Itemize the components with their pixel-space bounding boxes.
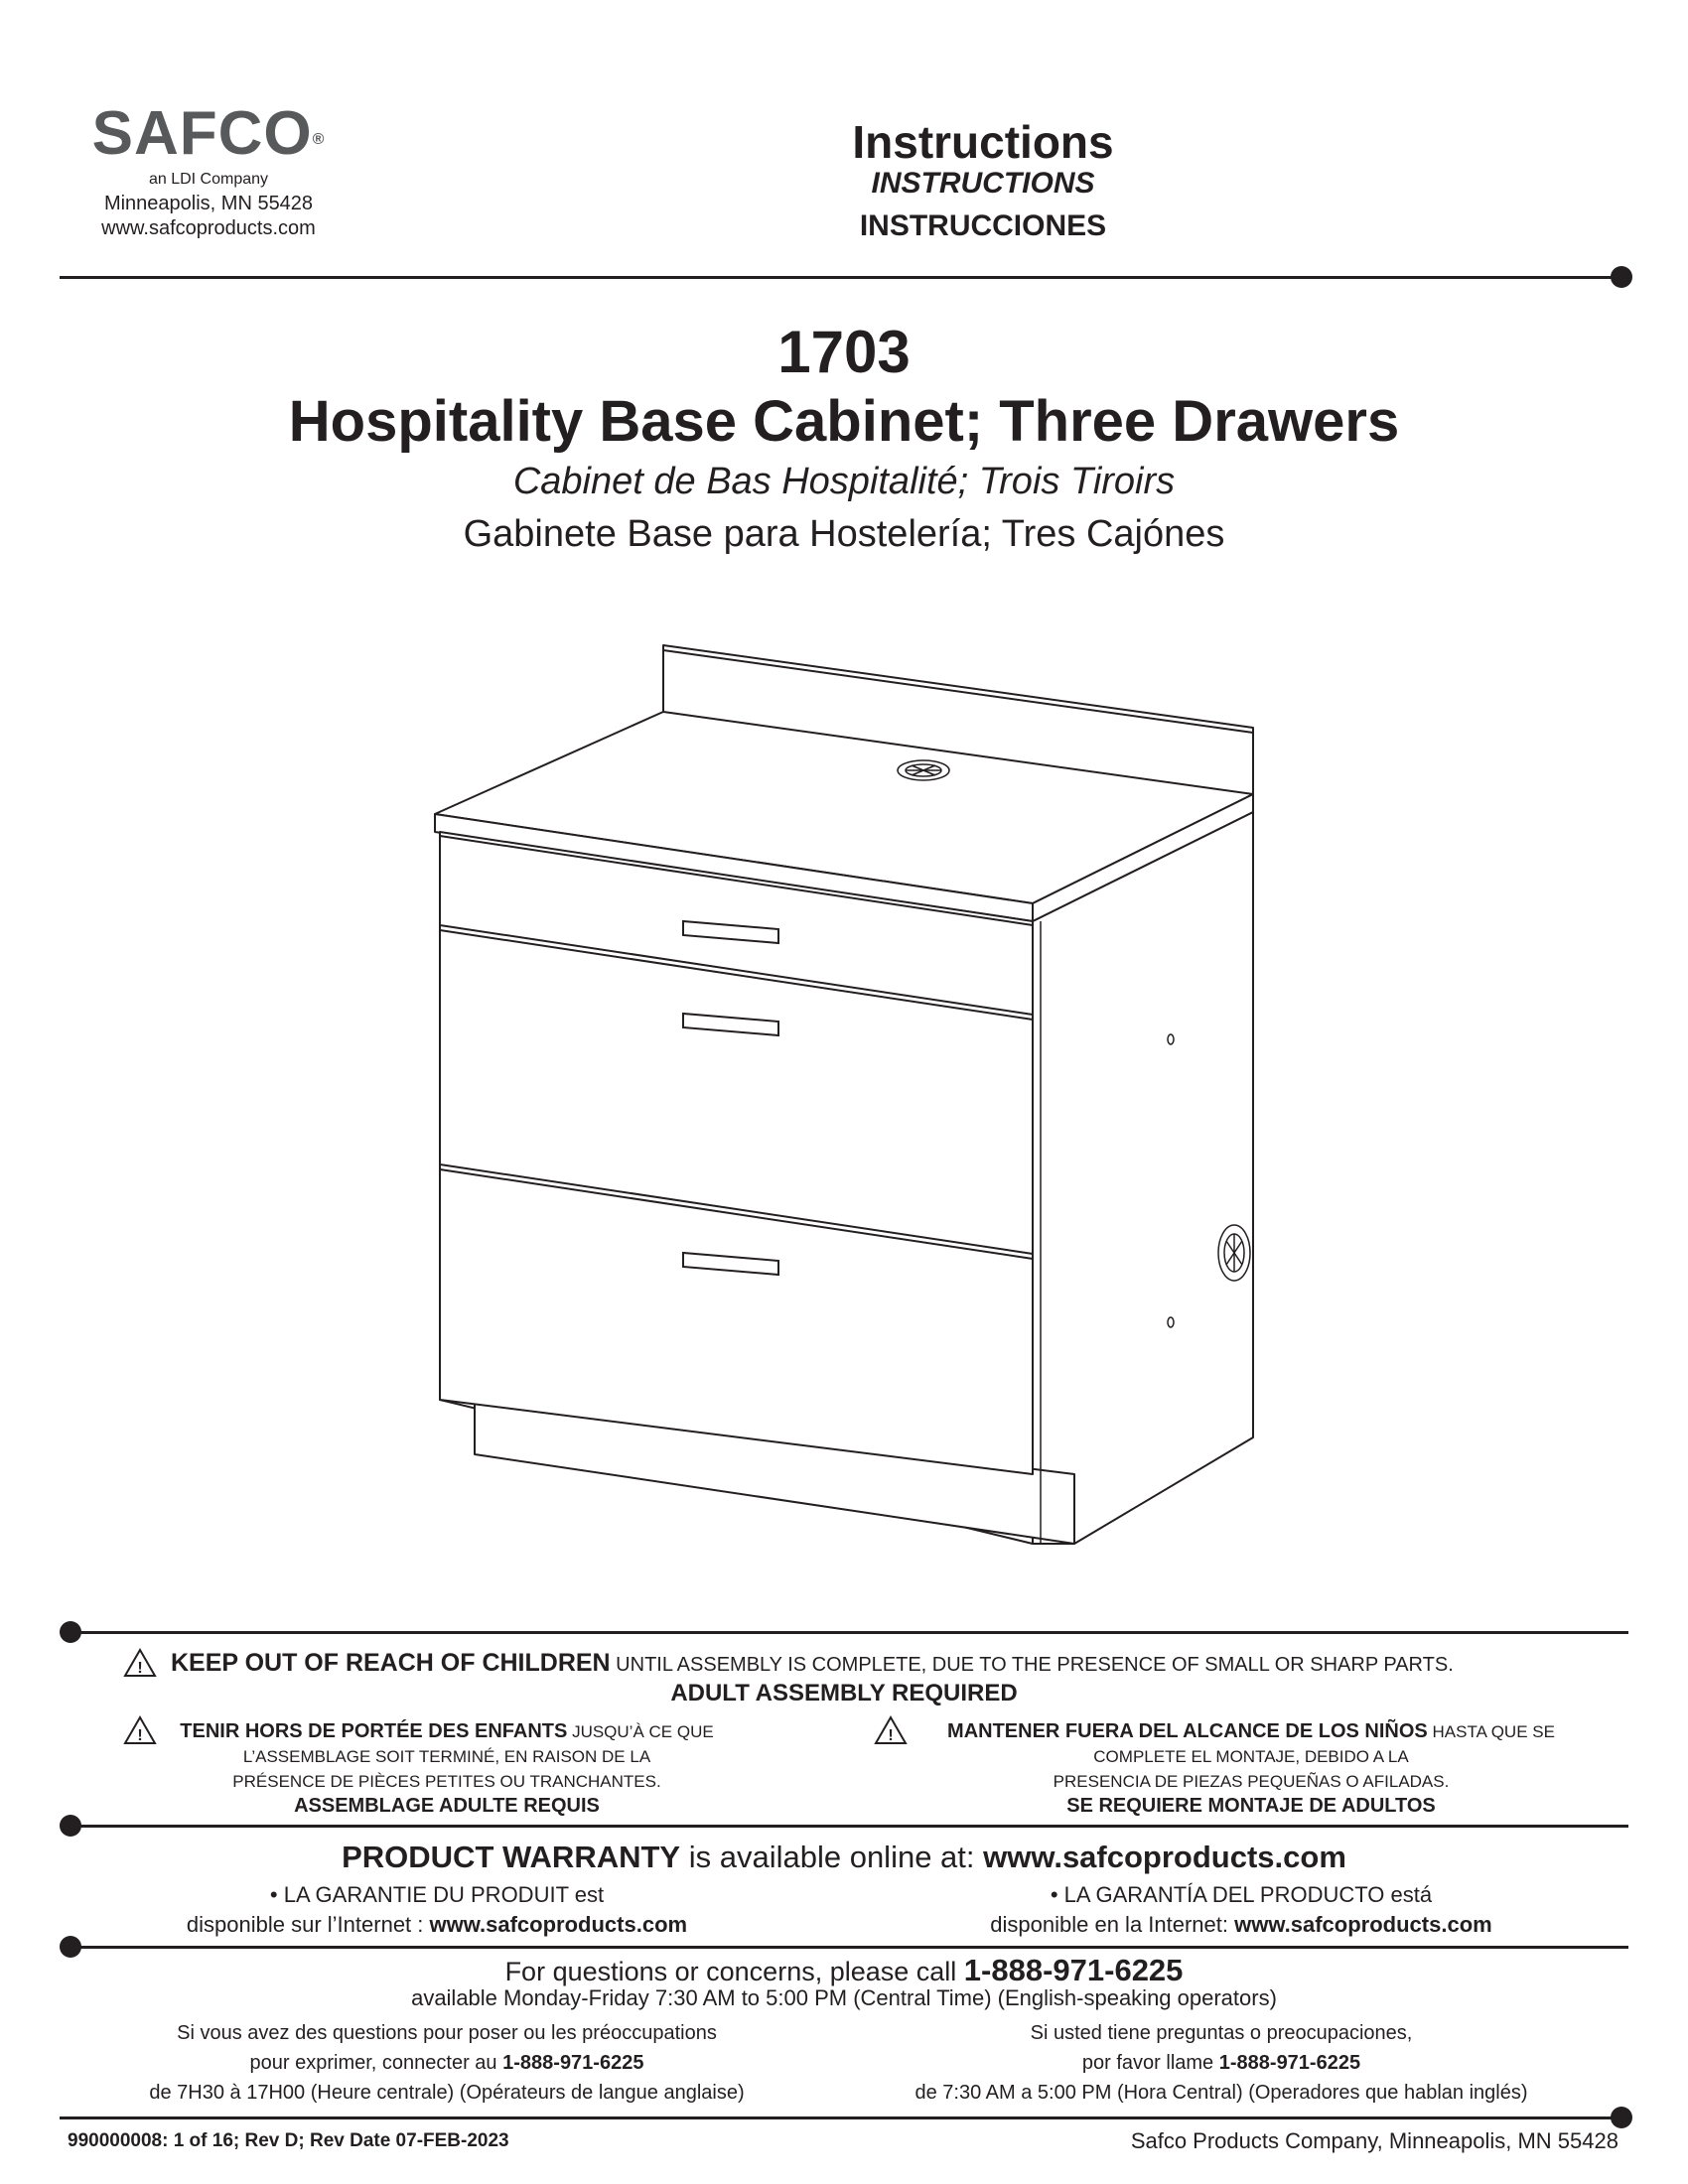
warranty-spanish-text-2: disponible en la Internet: [990,1912,1235,1937]
logo-text: SAFCO [91,99,313,168]
footer-divider-dot [1611,2107,1632,2128]
warranty-french-text-2: disponible sur l’Internet : [186,1912,430,1937]
header-city: Minneapolis, MN 55428 [103,193,314,214]
contact-french-text-3: de 7H30 à 17H00 (Heure centrale) (Opérateurs de langue anglaise) [149,2082,745,2104]
title-spanish: INSTRUCCIONES [859,209,1107,242]
warning-spanish-text-2: COMPLETE EL MONTAJE, DEBIDO A LA [1093,1747,1409,1766]
adult-assembly-french: ASSEMBLAGE ADULTE REQUIS [294,1795,600,1817]
warranty-spanish-text-1: • LA GARANTÍA DEL PRODUCTO está [1050,1882,1433,1907]
contact-phone: 1-888-971-6225 [963,1953,1184,1987]
warranty-french [119,1880,755,1940]
warning-french [149,1719,745,1819]
warranty-french-url: www.safcoproducts.com [429,1912,688,1937]
warranty-french-text-1: • LA GARANTIE DU PRODUIT est [269,1882,605,1907]
contact-french [99,2018,794,2108]
warranty-english-text: is available online at: [680,1840,984,1874]
product-name-french: Cabinet de Bas Hospitalité; Trois Tiroirs [512,461,1176,502]
warranty-english-bold: PRODUCT WARRANTY [342,1840,681,1874]
warranty-top-divider [70,1825,1628,1828]
product-name-spanish: Gabinete Base para Hostelería; Tres Cajónes [463,513,1225,555]
warning-french-text-2: L’ASSEMBLAGE SOIT TERMINÉ, EN RAISON DE LA [242,1747,651,1766]
warning-english [171,1648,1640,1680]
warranty-english-url: www.safcoproducts.com [983,1840,1346,1874]
header-website: www.safcoproducts.com [101,217,316,239]
product-number: 1703 [777,319,911,385]
warning-french-bold: TENIR HORS DE PORTÉE DES ENFANTS [180,1720,568,1742]
warning-top-divider [70,1631,1628,1634]
contact-spanish-phone: 1-888-971-6225 [1218,2052,1361,2074]
warning-spanish [904,1719,1599,1819]
logo-registered-mark: ® [312,131,326,148]
svg-text:!: ! [137,1660,143,1677]
contact-french-text-1: Si vous avez des questions pour poser ou les préoccupations [177,2022,717,2044]
svg-text:!: ! [888,1727,894,1744]
contact-top-divider [70,1946,1628,1949]
warning-spanish-text-3: PRESENCIA DE PIEZAS PEQUEÑAS O AFILADAS. [1053,1772,1450,1791]
logo-tagline: an LDI Company [148,171,269,188]
warning-english-text: UNTIL ASSEMBLY IS COMPLETE, DUE TO THE PRESENCE OF SMALL OR SHARP PARTS. [610,1654,1454,1676]
contact-french-phone: 1-888-971-6225 [502,2052,644,2074]
warning-spanish-bold: MANTENER FUERA DEL ALCANCE DE LOS NIÑOS [947,1720,1428,1742]
warranty-top-divider-dot [60,1815,81,1837]
product-name-english: Hospitality Base Cabinet; Three Drawers [288,389,1400,454]
contact-french-text-2: pour exprimer, connecter au [249,2052,503,2074]
warranty-spanish-url: www.safcoproducts.com [1234,1912,1492,1937]
warning-french-text-3: PRÉSENCE DE PIÈCES PETITES OU TRANCHANTES. [232,1772,661,1791]
warning-french-text-1: JUSQU’À CE QUE [567,1722,714,1741]
title-english: Instructions [852,116,1114,168]
contact-spanish-text-2: por favor llame [1081,2052,1219,2074]
svg-text:!: ! [137,1727,143,1744]
contact-spanish-text-1: Si usted tiene preguntas o preocupaciones, [1030,2022,1413,2044]
warranty-english [0,1840,1688,1875]
contact-spanish [874,2018,1569,2108]
contact-top-divider-dot [60,1936,81,1958]
footer-company: Safco Products Company, Minneapolis, MN 55428 [1130,2128,1618,2153]
contact-english-text: For questions or concerns, please call [504,1957,964,1986]
adult-assembly-spanish: SE REQUIERE MONTAJE DE ADULTOS [1066,1795,1436,1817]
contact-spanish-text-3: de 7:30 AM a 5:00 PM (Hora Central) (Operadores que hablan inglés) [914,2082,1528,2104]
warranty-spanish [923,1880,1559,1940]
footer-divider [60,2116,1618,2119]
footer-document-info: 990000008: 1 of 16; Rev D; Rev Date 07-FEB-2023 [68,2130,509,2151]
warning-spanish-text-1: HASTA QUE SE [1427,1722,1555,1741]
contact-english-1 [0,1953,1688,1987]
contact-english-2: available Monday-Friday 7:30 AM to 5:00 PM (Central Time) (English-speaking operators) [411,1985,1277,2010]
warning-triangle-icon [123,1648,157,1678]
warning-top-divider-dot [60,1621,81,1643]
adult-assembly-english: ADULT ASSEMBLY REQUIRED [670,1680,1018,1706]
warning-english-bold: KEEP OUT OF REACH OF CHILDREN [171,1649,611,1677]
warning-triangle-icon [874,1715,908,1745]
title-french: INSTRUCTIONS [871,167,1095,200]
